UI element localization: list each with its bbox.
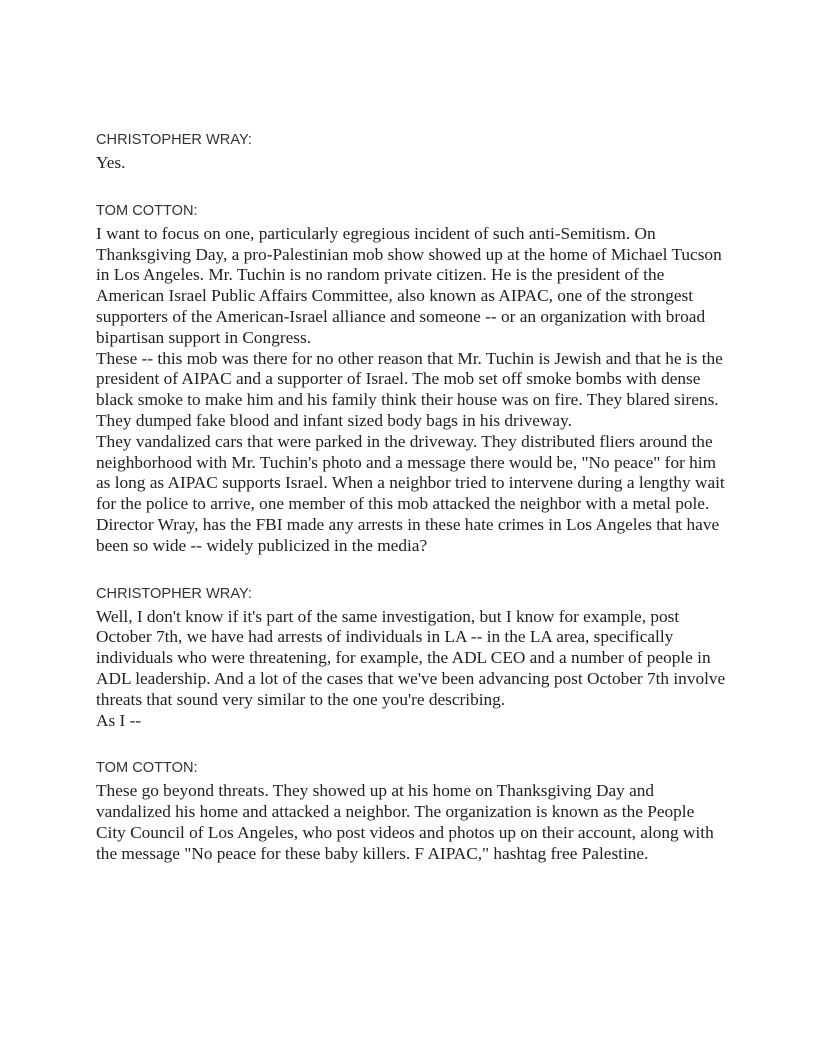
speech-paragraph: Yes.	[96, 153, 126, 172]
speech-paragraph: These -- this mob was there for no other reason that Mr. Tuchin is Jewish and that he is the president of AIPAC and a supporter of Israel. The mob set off smoke bombs with dense black smoke to make him and his family think their house was on fire. They blared sirens. They dumped fake blood and infant sized body bags in his driveway.	[96, 348, 723, 430]
speaker-name: TOM COTTON:	[96, 760, 198, 777]
transcript-page	[96, 131, 726, 893]
speech-paragraph: These go beyond threats. They showed up at his home on Thanksgiving Day and vandalized his home and attacked a neighbor. The organization is known as the People City Council of Los Angeles, who post videos and photos up on their account, along with the message "No peace for these baby killers. F AIPAC," hashtag free Palestine.	[96, 781, 714, 863]
transcript-entry	[96, 131, 726, 174]
speech-paragraph: Well, I don't know if it's part of the same investigation, but I know for example, post October 7th, we have had arrests of individuals in LA -- in the LA area, specifically individuals who were threatening, for example, the ADL CEO and a number of people in ADL leadership. And a lot of the cases that we've been advancing post October 7th involve threats that sound very similar to the one you're describing.	[96, 606, 726, 709]
speech-paragraph: I want to focus on one, particularly egregious incident of such anti-Semitism. On Thanksgiving Day, a pro-Palestinian mob show showed up at the home of Michael Tucson in Los Angeles. Mr. Tuchin is no random private citizen. He is the president of the American Israel Public Affairs Committee, also known as AIPAC, one of the strongest supporters of the American-Israel alliance and someone -- or an organization with broad bipartisan support in Congress.	[96, 223, 722, 347]
speech-paragraph: As I --	[96, 710, 142, 730]
speaker-name: CHRISTOPHER WRAY:	[96, 585, 252, 602]
speaker-name: CHRISTOPHER WRAY:	[96, 132, 252, 148]
transcript-entry	[96, 759, 726, 864]
speech-paragraph: Director Wray, has the FBI made any arrests in these hate crimes in Los Angeles that have been so wide -- widely publicized in the media?	[96, 514, 720, 555]
transcript-entry	[96, 585, 726, 732]
speech-paragraph: They vandalized cars that were parked in the driveway. They distributed fliers around the neighborhood with Mr. Tuchin's photo and a message there would be, "No peace" for him as long as AIPAC supports Israel. When a neighbor tried to intervene during a lengthy wait for the police to arrive, one member of this mob attacked the neighbor with a metal pole.	[96, 431, 725, 514]
speaker-name: TOM COTTON:	[96, 202, 198, 219]
transcript-entry	[96, 202, 726, 557]
